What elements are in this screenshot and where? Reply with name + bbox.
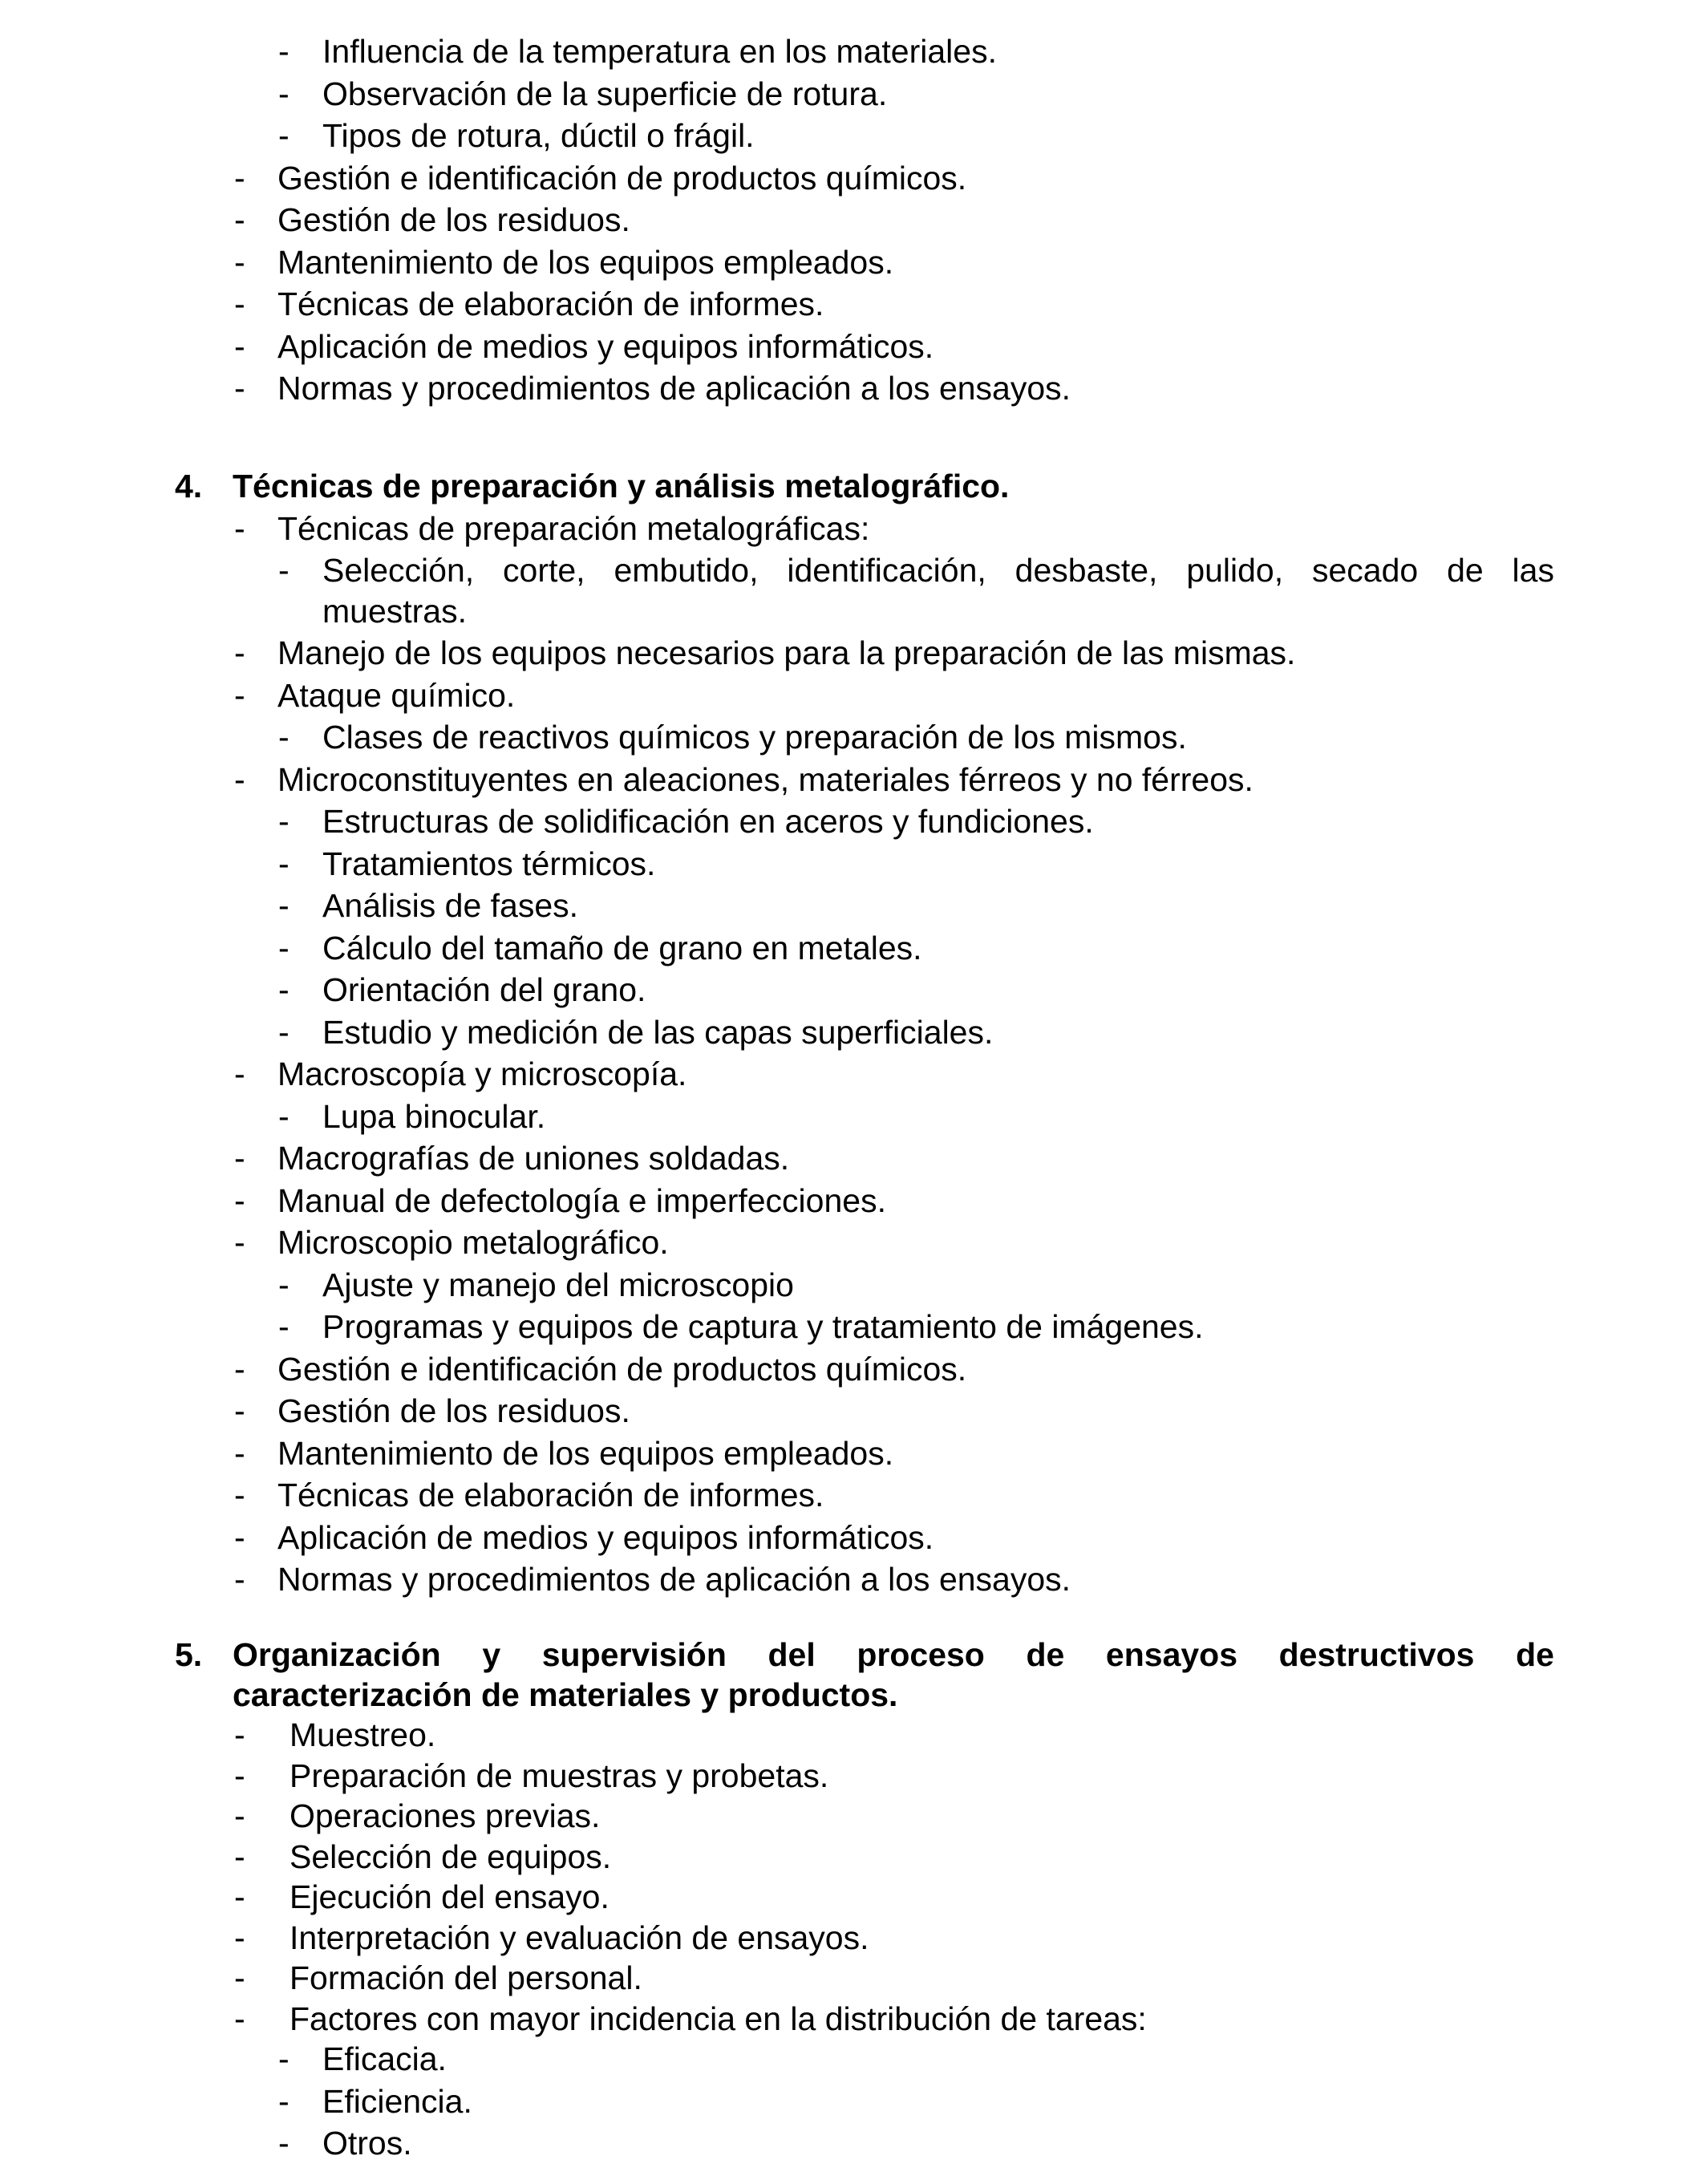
bullet-dash: - (234, 1181, 245, 1219)
list-item (0, 885, 1705, 926)
bullet-dash: - (234, 1716, 245, 1753)
bullet-dash: - (234, 509, 245, 547)
bullet-dash: - (234, 676, 245, 714)
list-item (0, 367, 1705, 409)
bullet-dash: - (278, 887, 290, 924)
list-item (0, 1222, 1705, 1263)
bullet-dash: - (234, 159, 245, 197)
list-item-text: Estructuras de solidificación en aceros y fundiciones. (322, 803, 1094, 840)
list-item-text: Gestión e identificación de productos químicos. (277, 1350, 967, 1388)
section-heading (0, 1674, 1705, 1716)
bullet-dash: - (234, 1392, 245, 1429)
section-number: 5. (175, 1636, 203, 1673)
list-item-text: Gestión de los residuos. (277, 1392, 630, 1429)
list-item (0, 969, 1705, 1011)
list-item-text: Orientación del grano. (322, 971, 646, 1008)
bullet-dash: - (234, 1434, 245, 1472)
bullet-dash: - (278, 1266, 290, 1303)
list-item (0, 1876, 1705, 1918)
list-item-text: Aplicación de medios y equipos informáticos. (277, 1518, 934, 1556)
list-item-text: muestras. (322, 592, 467, 630)
bullet-dash: - (234, 1561, 245, 1598)
bullet-dash: - (278, 719, 290, 756)
list-item-text: Normas y procedimientos de aplicación a los ensayos. (277, 370, 1071, 407)
list-item-text: Preparación de muestras y probetas. (290, 1757, 829, 1794)
list-item (0, 1306, 1705, 1347)
list-item (0, 73, 1705, 115)
bullet-dash: - (234, 327, 245, 365)
bullet-dash: - (278, 2082, 290, 2120)
bullet-dash: - (234, 1224, 245, 1261)
list-item (0, 2122, 1705, 2164)
list-item-text: Programas y equipos de captura y tratamiento de imágenes. (322, 1308, 1204, 1345)
list-item (0, 1755, 1705, 1797)
bullet-dash: - (234, 1350, 245, 1388)
list-item (0, 1432, 1705, 1474)
list-item-text: Microscopio metalográfico. (277, 1224, 669, 1261)
list-item-text: Gestión de los residuos. (277, 201, 630, 238)
list-item-text: Clases de reactivos químicos y preparación de los mismos. (322, 719, 1187, 756)
list-item-text: Tipos de rotura, dúctil o frágil. (322, 117, 755, 154)
list-item (0, 199, 1705, 241)
list-item (0, 1096, 1705, 1137)
list-item-text: Análisis de fases. (322, 887, 579, 924)
bullet-dash: - (234, 1056, 245, 1092)
list-item (0, 283, 1705, 325)
bullet-dash: - (234, 286, 245, 322)
bullet-dash: - (278, 971, 290, 1008)
list-item-text: Mantenimiento de los equipos empleados. (277, 1434, 894, 1472)
list-item (0, 1390, 1705, 1432)
bullet-dash: - (234, 1518, 245, 1556)
list-item-text: Selección de equipos. (290, 1838, 612, 1875)
bullet-dash: - (278, 1013, 290, 1051)
list-item (0, 632, 1705, 674)
list-item-text: Microconstituyentes en aleaciones, materiales férreos y no férreos. (277, 760, 1253, 798)
list-item (0, 1558, 1705, 1600)
bullet-dash: - (234, 2000, 245, 2037)
section-heading (0, 1634, 1705, 1675)
list-item (0, 759, 1705, 800)
list-item-text: Observación de la superficie de rotura. (322, 75, 888, 112)
list-item-text: Eficiencia. (322, 2082, 472, 2120)
list-item (0, 1957, 1705, 1999)
bullet-dash: - (278, 845, 290, 882)
list-item (0, 1180, 1705, 1222)
bullet-dash: - (278, 1308, 290, 1345)
list-item (0, 326, 1705, 367)
bullet-dash: - (278, 2125, 290, 2162)
list-item-text: Selección, corte, embutido, identificación, desbaste, pulido, secado de las (322, 552, 1554, 589)
bullet-dash: - (234, 760, 245, 798)
list-item-text: Ajuste y manejo del microscopio (322, 1266, 794, 1303)
list-item-text: Manejo de los equipos necesarios para la preparación de las mismas. (277, 634, 1296, 671)
list-item-text: Manual de defectología e imperfecciones. (277, 1181, 886, 1219)
list-item (0, 800, 1705, 842)
list-item (0, 157, 1705, 199)
list-item-text: Formación del personal. (290, 1959, 642, 1996)
bullet-dash: - (234, 201, 245, 238)
list-item-text: Muestreo. (290, 1716, 436, 1753)
list-item (0, 1474, 1705, 1516)
section-heading (0, 465, 1705, 507)
list-item-text: Ataque químico. (277, 676, 516, 714)
list-item-text: Macroscopía y microscopía. (277, 1056, 687, 1092)
list-item-text: Gestión e identificación de productos químicos. (277, 159, 967, 197)
list-item (0, 1836, 1705, 1878)
bullet-dash: - (278, 117, 290, 154)
list-item (0, 2038, 1705, 2080)
list-item (0, 843, 1705, 885)
bullet-dash: - (278, 552, 290, 589)
list-item-text: Aplicación de medios y equipos informáticos. (277, 327, 934, 365)
list-item (0, 1348, 1705, 1390)
list-item-text: Técnicas de elaboración de informes. (277, 1477, 824, 1513)
list-item-text: Ejecución del ensayo. (290, 1878, 610, 1915)
bullet-dash: - (234, 370, 245, 407)
list-item (0, 927, 1705, 969)
list-item-text: Influencia de la temperatura en los materiales. (322, 33, 997, 70)
list-item (0, 1517, 1705, 1558)
list-item-text: Técnicas de elaboración de informes. (277, 286, 824, 322)
bullet-dash: - (278, 75, 290, 112)
bullet-dash: - (234, 243, 245, 281)
bullet-dash: - (278, 803, 290, 840)
list-item-text: Interpretación y evaluación de ensayos. (290, 1919, 869, 1956)
list-item-text: Tratamientos térmicos. (322, 845, 656, 882)
list-item-text: Mantenimiento de los equipos empleados. (277, 243, 894, 281)
section-title: caracterización de materiales y productos. (233, 1676, 898, 1713)
bullet-dash: - (278, 2040, 290, 2077)
section-number: 4. (175, 468, 203, 504)
list-item (0, 1137, 1705, 1179)
bullet-dash: - (234, 634, 245, 671)
list-item (0, 549, 1705, 591)
list-item (0, 2081, 1705, 2122)
list-item-text: Cálculo del tamaño de grano en metales. (322, 929, 922, 966)
list-item (0, 30, 1705, 72)
list-item-text: Eficacia. (322, 2040, 447, 2077)
list-item (0, 1011, 1705, 1053)
list-item-text: Otros. (322, 2125, 412, 2162)
bullet-dash: - (278, 1097, 290, 1135)
list-item-text: Lupa binocular. (322, 1097, 546, 1135)
list-item-text: Operaciones previas. (290, 1797, 601, 1834)
list-item (0, 1917, 1705, 1959)
list-item (0, 1053, 1705, 1095)
list-item (0, 241, 1705, 283)
section-title: Técnicas de preparación y análisis metalográfico. (233, 468, 1010, 504)
bullet-dash: - (234, 1140, 245, 1177)
bullet-dash: - (234, 1477, 245, 1513)
list-item (0, 716, 1705, 758)
list-item (0, 1795, 1705, 1837)
list-item-text: Técnicas de preparación metalográficas: (277, 509, 870, 547)
list-item (0, 1264, 1705, 1306)
section-title: Organización y supervisión del proceso de ensayos destructivos de (233, 1636, 1554, 1673)
bullet-dash: - (234, 1838, 245, 1875)
bullet-dash: - (234, 1959, 245, 1996)
list-item (0, 115, 1705, 156)
list-item-text: Normas y procedimientos de aplicación a los ensayos. (277, 1561, 1071, 1598)
bullet-dash: - (234, 1919, 245, 1956)
list-item (0, 590, 1705, 632)
list-item (0, 675, 1705, 716)
list-item (0, 1714, 1705, 1756)
bullet-dash: - (278, 33, 290, 70)
bullet-dash: - (234, 1797, 245, 1834)
list-item-text: Estudio y medición de las capas superficiales. (322, 1013, 994, 1051)
bullet-dash: - (278, 929, 290, 966)
list-item-text: Macrografías de uniones soldadas. (277, 1140, 790, 1177)
list-item (0, 508, 1705, 549)
bullet-dash: - (234, 1878, 245, 1915)
list-item (0, 1998, 1705, 2040)
bullet-dash: - (234, 1757, 245, 1794)
list-item-text: Factores con mayor incidencia en la distribución de tareas: (290, 2000, 1147, 2037)
